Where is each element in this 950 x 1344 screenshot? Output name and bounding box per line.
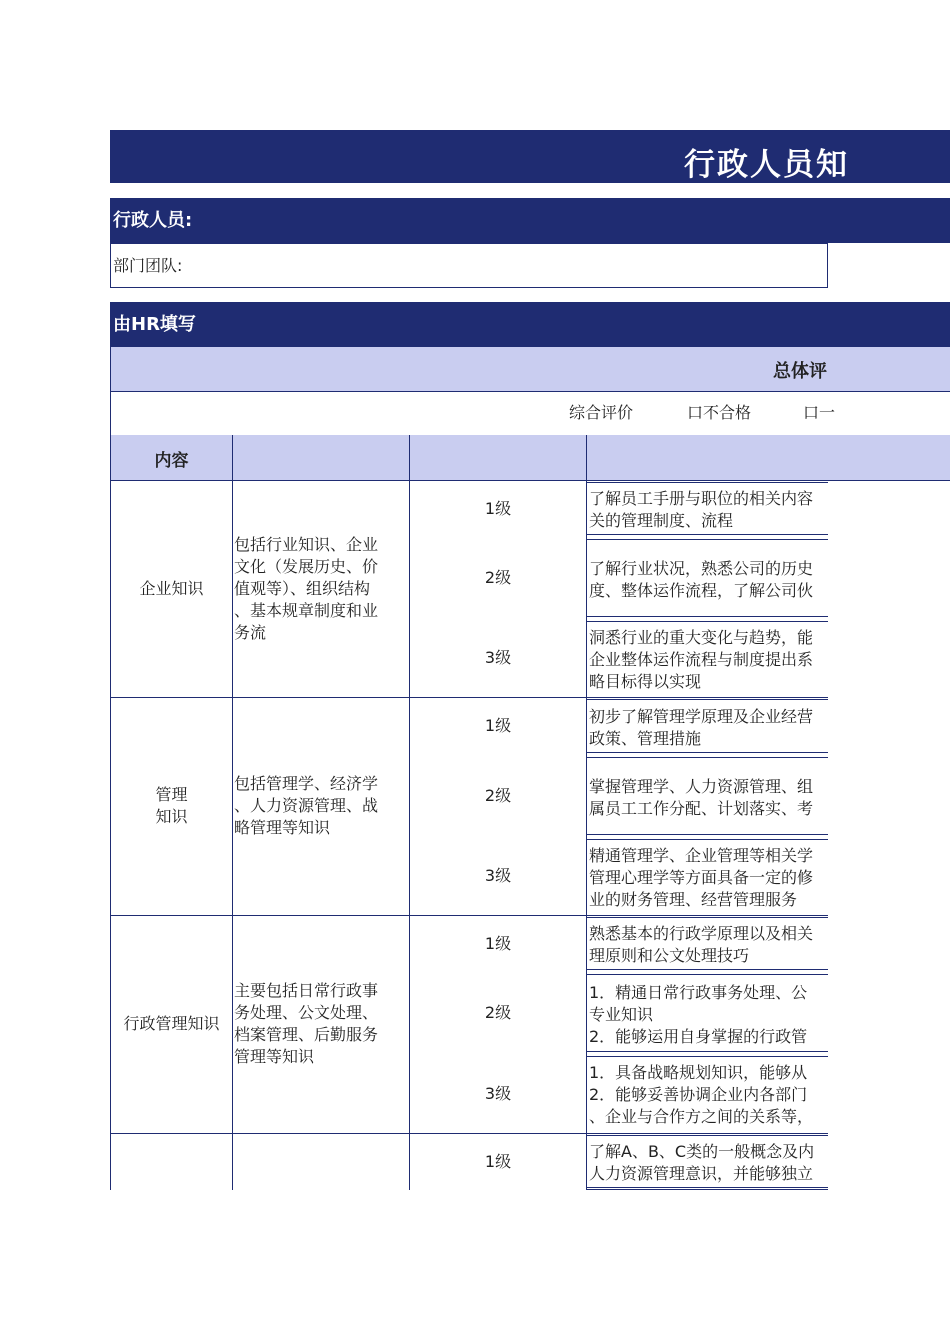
team-label: 部门团队: [113,256,183,275]
team-row [110,243,828,288]
level-description: 了解A、B、C类的一般概念及内 人力资源管理意识，并能够独立 [589,1142,815,1183]
row-name: 管理 知识 [155,785,188,826]
level-label: 2级 [484,786,512,805]
level-description: 掌握管理学、人力资源管理、组 属员工工作分配、计划落实、考 [589,776,814,818]
level-label: 1级 [484,716,512,735]
level-description: 了解员工手册与职位的相关内容 关的管理制度、流程 [589,489,814,530]
page-title: 行政人员知 [684,147,849,183]
level-description: 了解行业状况，熟悉公司的历史 度、整体运作流程，了解公司伙 [589,558,814,600]
level-label: 1级 [484,498,512,518]
level-label: 3级 [484,1083,512,1103]
level-description: 1．具备战略规划知识，能够从 2．能够妥善协调企业内各部门 、企业与合作方之间的关系等， [589,1063,814,1126]
hr-label: 由HR填写 [113,314,196,335]
rating-option-general[interactable]: 口一 [803,403,836,422]
row-description: 主要包括日常行政事 务处理、公文处理、 档案管理、后勤服务 管理等知识 [234,981,379,1066]
header-content: 内容 [154,450,189,471]
table-header [110,435,950,480]
level-label: 2级 [484,1003,512,1022]
level-description: 1．精通日常行政事务处理、公 专业知识 2．能够运用自身掌握的行政管 [589,982,808,1046]
row-description: 包括管理学、经济学 、人力资源管理、战 略管理等知识 [234,774,379,837]
row-name: 企业知识 [139,578,204,598]
level-description: 精通管理学、企业管理等相关学 管理心理学等方面具备一定的修 业的财务管理、经营管理服务 [589,845,814,909]
title-bar [110,130,950,183]
row-description: 包括行业知识、企业 文化（发展历史、价 值观等）、组织结构 、基本规章制度和业 务流 [234,534,379,642]
overall-row [110,347,950,391]
level-label: 1级 [484,1151,512,1171]
level-label: 1级 [484,933,512,953]
hr-bar [110,302,950,347]
level-label: 3级 [484,648,512,667]
level-description: 初步了解管理学原理及企业经营 政策、管理措施 [589,706,814,748]
row-name: 行政管理知识 [123,1014,220,1033]
level-description: 洞悉行业的重大变化与趋势，能 企业整体运作流程与制度提出系 略目标得以实现 [589,627,814,691]
rating-option-fail[interactable]: 口不合格 [687,403,752,422]
rating-row [110,391,950,435]
staff-bar [110,198,950,243]
level-description: 熟悉基本的行政学原理以及相关 理原则和公文处理技巧 [589,924,814,965]
rating-label: 综合评价 [569,403,634,422]
overall-label: 总体评 [773,361,827,382]
level-label: 3级 [484,866,512,885]
staff-label: 行政人员: [113,210,193,231]
level-label: 2级 [484,568,512,587]
